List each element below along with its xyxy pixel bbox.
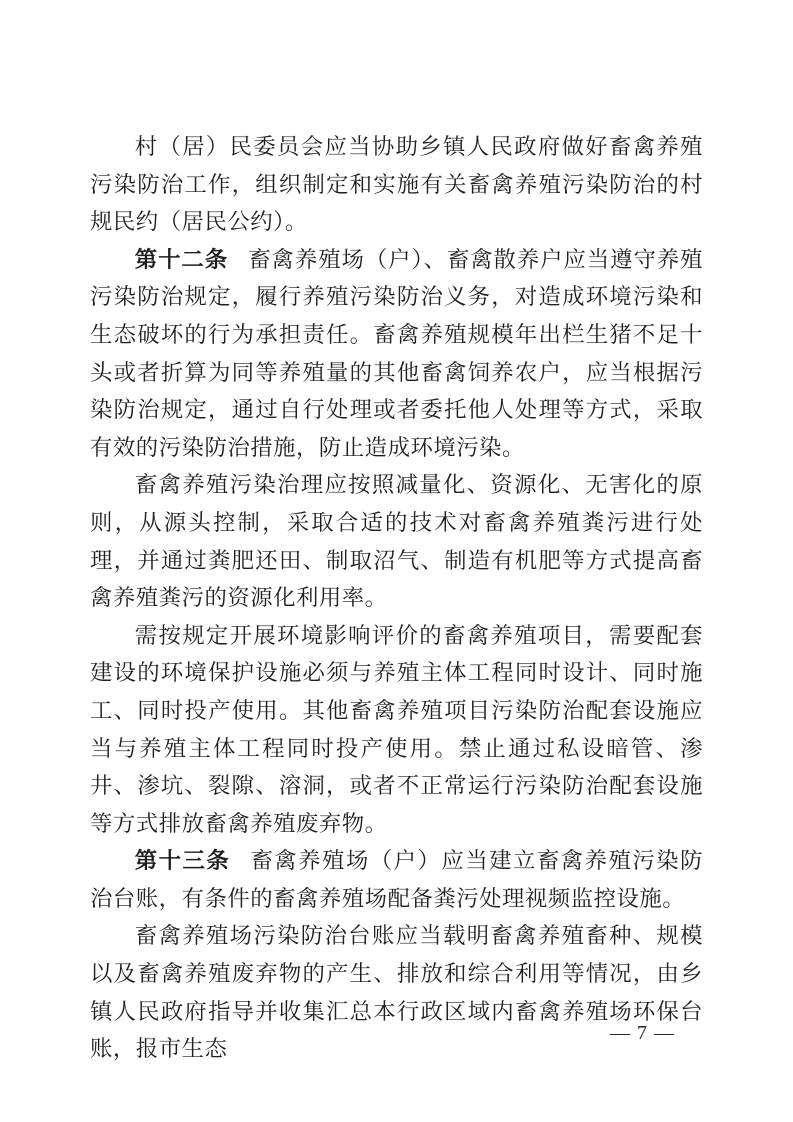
paragraph [90,128,703,241]
page-number: — 7 — [610,1022,675,1044]
paragraph-text: 需按规定开展环境影响评价的畜禽养殖项目，需要配套建设的环境保护设施必须与养殖主体工程同时设计、同时施工、同时投产使用。其他畜禽养殖项目污染防治配套设施应当与养殖主体工程同时投产使用。禁止通过私设暗管、渗井、渗坑、裂隙、溶洞，或者不正常运行污染防治配套设施等方式排放畜禽养殖废弃物。 [90,622,703,836]
paragraph [90,842,703,917]
paragraph-text: 畜禽养殖场污染防治台账应当载明畜禽养殖畜种、规模以及畜禽养殖废弃物的产生、排放和综合利用等情况，由乡镇人民政府指导并收集汇总本行政区域内畜禽养殖场环保台账，报市生态 [90,923,703,1062]
document-body [90,128,703,1068]
article-number-heading: 第十二条 [134,246,229,272]
paragraph-text: 畜禽养殖污染治理应按照减量化、资源化、无害化的原则，从源头控制，采取合适的技术对畜禽养殖粪污进行处理，并通过粪肥还田、制取沼气、制造有机肥等方式提高畜禽养殖粪污的资源化利用率。 [90,472,703,611]
paragraph [90,617,703,843]
article-number-heading: 第十三条 [134,848,231,874]
paragraph-text: 畜禽养殖场（户）、畜禽散养户应当遵守养殖污染防治规定，履行养殖污染防治义务，对造成环境污染和生态破坏的行为承担责任。畜禽养殖规模年出栏生猪不足十头或者折算为同等养殖量的其他畜禽饲养农户，应当根据污染防治规定，通过自行处理或者委托他人处理等方式，采取有效的污染防治措施，防止造成环境污染。 [90,246,703,460]
paragraph-text: 畜禽养殖场（户）应当建立畜禽养殖污染防治台账，有条件的畜禽养殖场配备粪污处理视频监控设施。 [90,848,704,911]
paragraph [90,917,703,1067]
paragraph [90,241,703,467]
paragraph-text: 村（居）民委员会应当协助乡镇人民政府做好畜禽养殖污染防治工作，组织制定和实施有关畜禽养殖污染防治的村规民约（居民公约）。 [90,134,703,235]
paragraph [90,466,703,616]
